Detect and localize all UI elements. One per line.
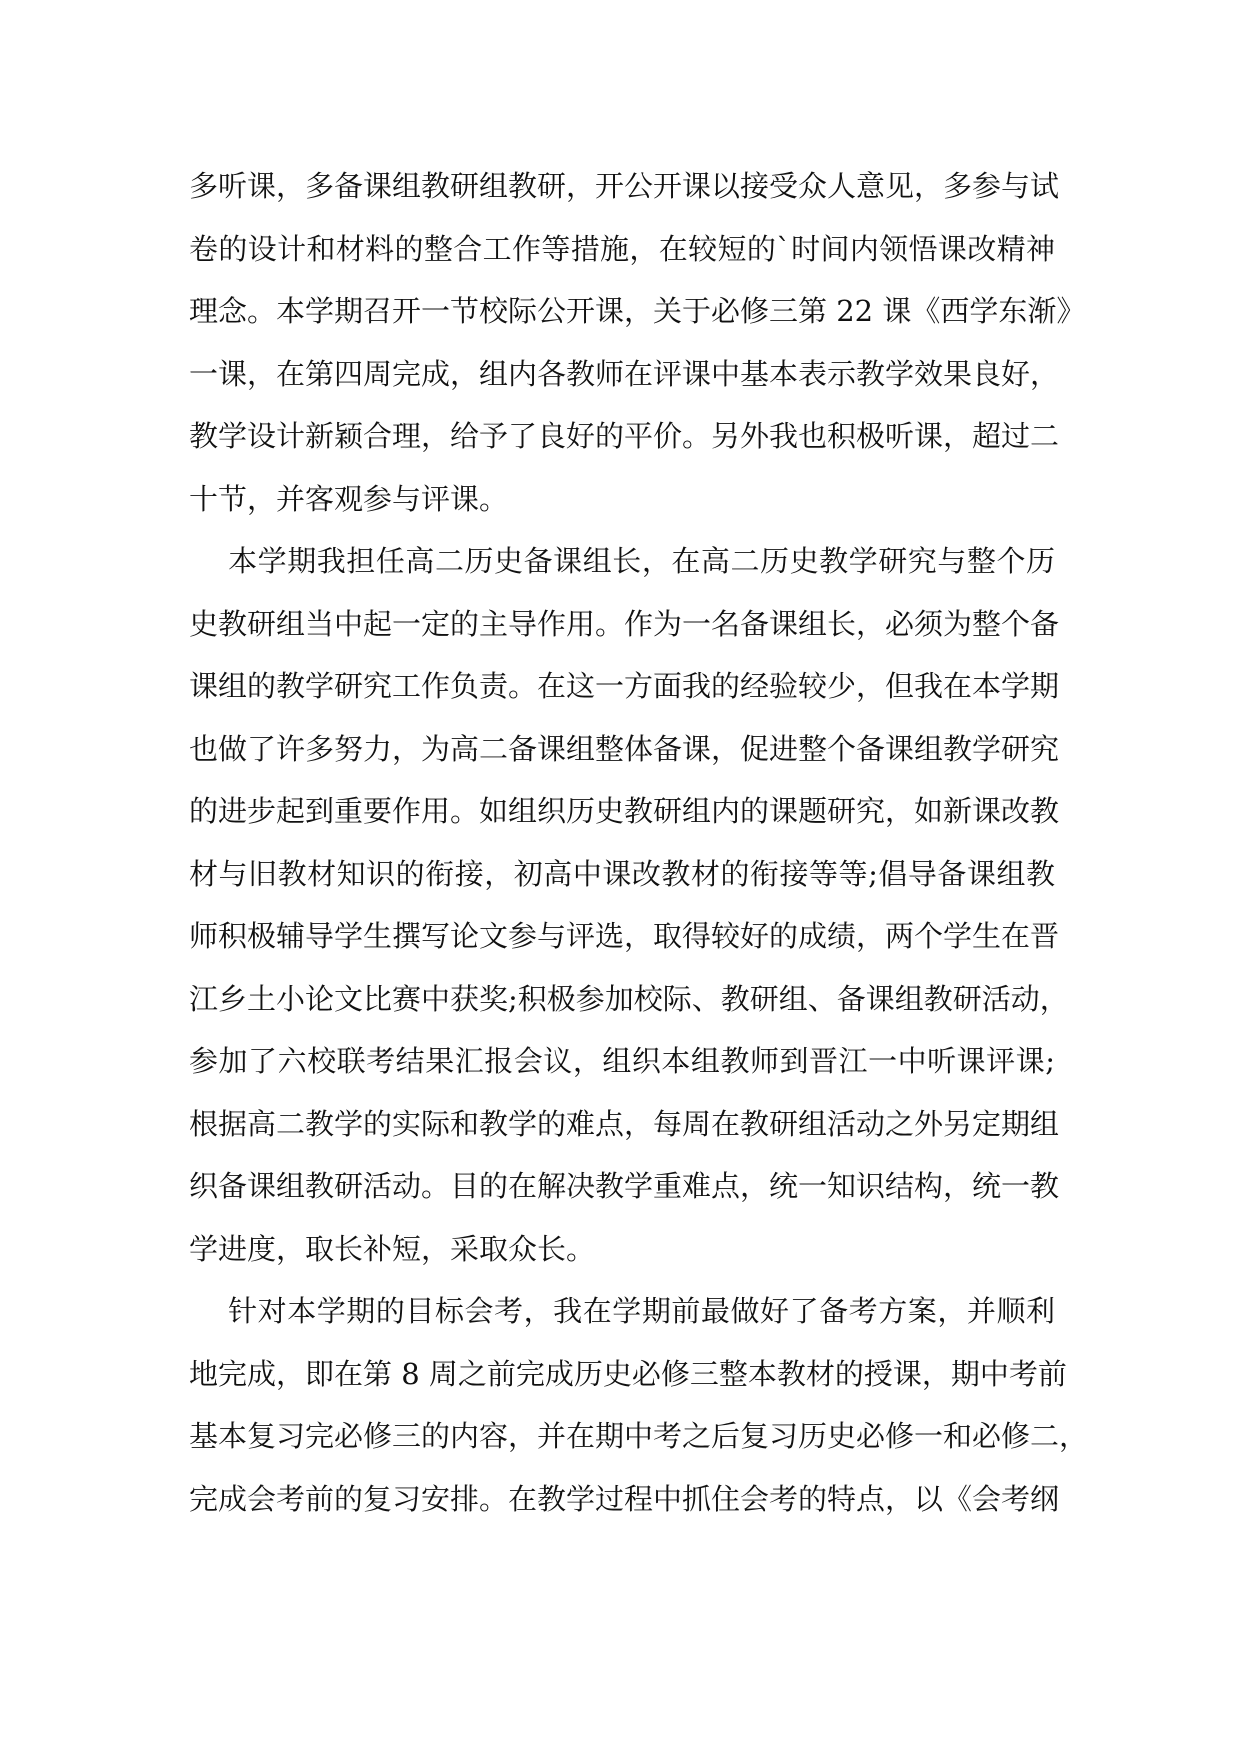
text-line: 课组的教学研究工作负责。在这一方面我的经验较少，但我在本学期 [189,669,1060,703]
text-line: 织备课组教研活动。目的在解决教学重难点，统一知识结构，统一教 [189,1169,1060,1203]
text-line: 师积极辅导学生撰写论文参与评选，取得较好的成绩，两个学生在晋 [189,919,1060,953]
text-line: 一课，在第四周完成，组内各教师在评课中基本表示教学效果良好， [189,356,1060,391]
paragraph-start-line: 本学期我担任高二历史备课组长，在高二历史教学研究与整个历 [189,544,1055,578]
text-line: 也做了许多努力，为高二备课组整体备课，促进整个备课组教学研究 [189,731,1060,766]
text-line: 史教研组当中起一定的主导作用。作为一名备课组长，必须为整个备 [189,606,1060,641]
text-line: 卷的设计和材料的整合工作等措施，在较短的`时间内领悟课改精神 [189,231,1055,266]
body-text [189,155,1089,1530]
text-line: 地完成，即在第 8 周之前完成历史必修三整本教材的授课，期中考前 [189,1356,1067,1391]
text-line: 多听课，多备课组教研组教研，开公开课以接受众人意见，多参与试 [189,169,1060,203]
text-line: 的进步起到重要作用。如组织历史教研组内的课题研究，如新课改教 [189,794,1060,828]
text-line: 教学设计新颖合理，给予了良好的平价。另外我也积极听课，超过二 [189,419,1060,453]
text-line: 参加了六校联考结果汇报会议，组织本组教师到晋江一中听课评课; [189,1044,1055,1078]
text-line: 材与旧教材知识的衔接，初高中课改教材的衔接等等;倡导备课组教 [189,856,1055,891]
text-line: 完成会考前的复习安排。在教学过程中抓住会考的特点，以《会考纲 [189,1481,1060,1516]
text-line: 基本复习完必修三的内容，并在期中考之后复习历史必修一和必修二， [189,1419,1089,1453]
text-line: 根据高二教学的实际和教学的难点，每周在教研组活动之外另定期组 [189,1106,1060,1141]
text-line: 学进度，取长补短，采取众长。 [189,1231,596,1266]
text-line: 江乡土小论文比赛中获奖;积极参加校际、教研组、备课组教研活动， [189,981,1069,1016]
paragraph-start-line: 针对本学期的目标会考，我在学期前最做好了备考方案，并顺利 [189,1294,1055,1328]
text-line: 十节，并客观参与评课。 [189,481,509,516]
text-line: 理念。本学期召开一节校际公开课，关于必修三第 22 课《西学东渐》 [189,294,1086,328]
